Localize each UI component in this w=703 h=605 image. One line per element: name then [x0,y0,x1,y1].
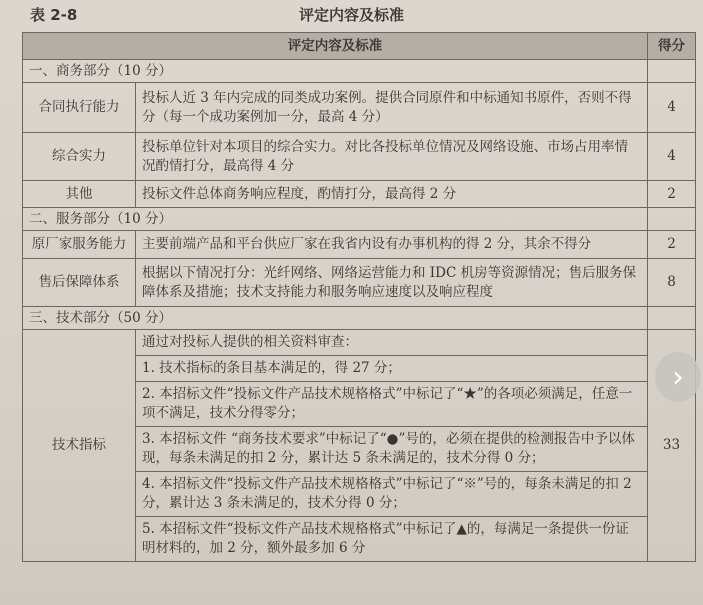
row-category: 技术指标 [23,330,136,562]
row-score: 8 [648,259,696,307]
row-score: 33 [648,330,696,562]
row-score: 4 [648,133,696,181]
table-row [23,330,696,562]
row-score: 2 [648,231,696,259]
section-row [23,307,696,330]
row-criteria: 根据以下情况打分：光纤网络、网络运营能力和 IDC 机房等资源情况；售后服务保障体系及措施；技术支持能力和服务响应速度以及响应程度 [136,259,648,307]
section-title: 二、服务部分（10 分） [23,208,648,231]
row-category: 综合实力 [23,133,136,181]
row-category: 合同执行能力 [23,83,136,133]
table-number: 表 2-8 [30,6,78,24]
chevron-right-icon: › [672,359,684,395]
section-title: 三、技术部分（50 分） [23,307,648,330]
row-score: 4 [648,83,696,133]
row-criteria: 投标人近 3 年内完成的同类成功案例。提供合同原件和中标通知书原件，否则不得分（每一个成功案例加一分，最高 4 分） [136,83,648,133]
tech-line: 4. 本招标文件“投标文件产品技术规格格式”中标记了“※”号的，每条未满足的扣 2 分，累计达 3 条未满足的，技术分得 0 分； [136,472,647,517]
header-content: 评定内容及标准 [23,33,648,60]
tech-line: 2. 本招标文件“投标文件产品技术规格格式”中标记了“★”的各项必须满足，任意一项不满足，技术分得零分； [136,382,647,427]
tech-line: 5. 本招标文件“投标文件产品技术规格格式”中标记了▲的，每满足一条提供一份证明材料的，加 2 分，额外最多加 6 分 [142,521,629,556]
row-criteria: 投标单位针对本项目的综合实力。对比各投标单位情况及网络设施、市场占用率情况酌情打分，最高得 4 分 [136,133,648,181]
section-title: 一、商务部分（10 分） [23,60,648,83]
table-title: 评定内容及标准 [298,6,404,24]
evaluation-table [22,32,696,562]
row-category: 原厂家服务能力 [23,231,136,259]
row-criteria: 投标文件总体商务响应程度，酌情打分，最高得 2 分 [136,181,648,208]
table-row [23,259,696,307]
next-page-button[interactable] [655,352,701,402]
table-row [23,83,696,133]
tech-line: 通过对投标人提供的相关资料审查： [136,330,647,356]
table-row [23,133,696,181]
header-score: 得分 [648,33,696,60]
row-score: 2 [648,181,696,208]
tech-criteria [136,330,648,562]
row-category: 售后保障体系 [23,259,136,307]
row-category: 其他 [23,181,136,208]
section-row [23,208,696,231]
header-row [23,33,696,60]
table-caption [0,2,703,24]
table-row [23,231,696,259]
tech-line: 3. 本招标文件 “商务技术要求”中标记了“●”号的，必须在提供的检测报告中予以体现，每条未满足的扣 2 分，累计达 5 条未满足的，技术分得 0 分； [136,427,647,472]
table-row [23,181,696,208]
row-criteria: 主要前端产品和平台供应厂家在我省内设有办事机构的得 2 分，其余不得分 [136,231,648,259]
section-row [23,60,696,83]
tech-line: 1. 技术指标的条目基本满足的，得 27 分； [136,356,647,382]
